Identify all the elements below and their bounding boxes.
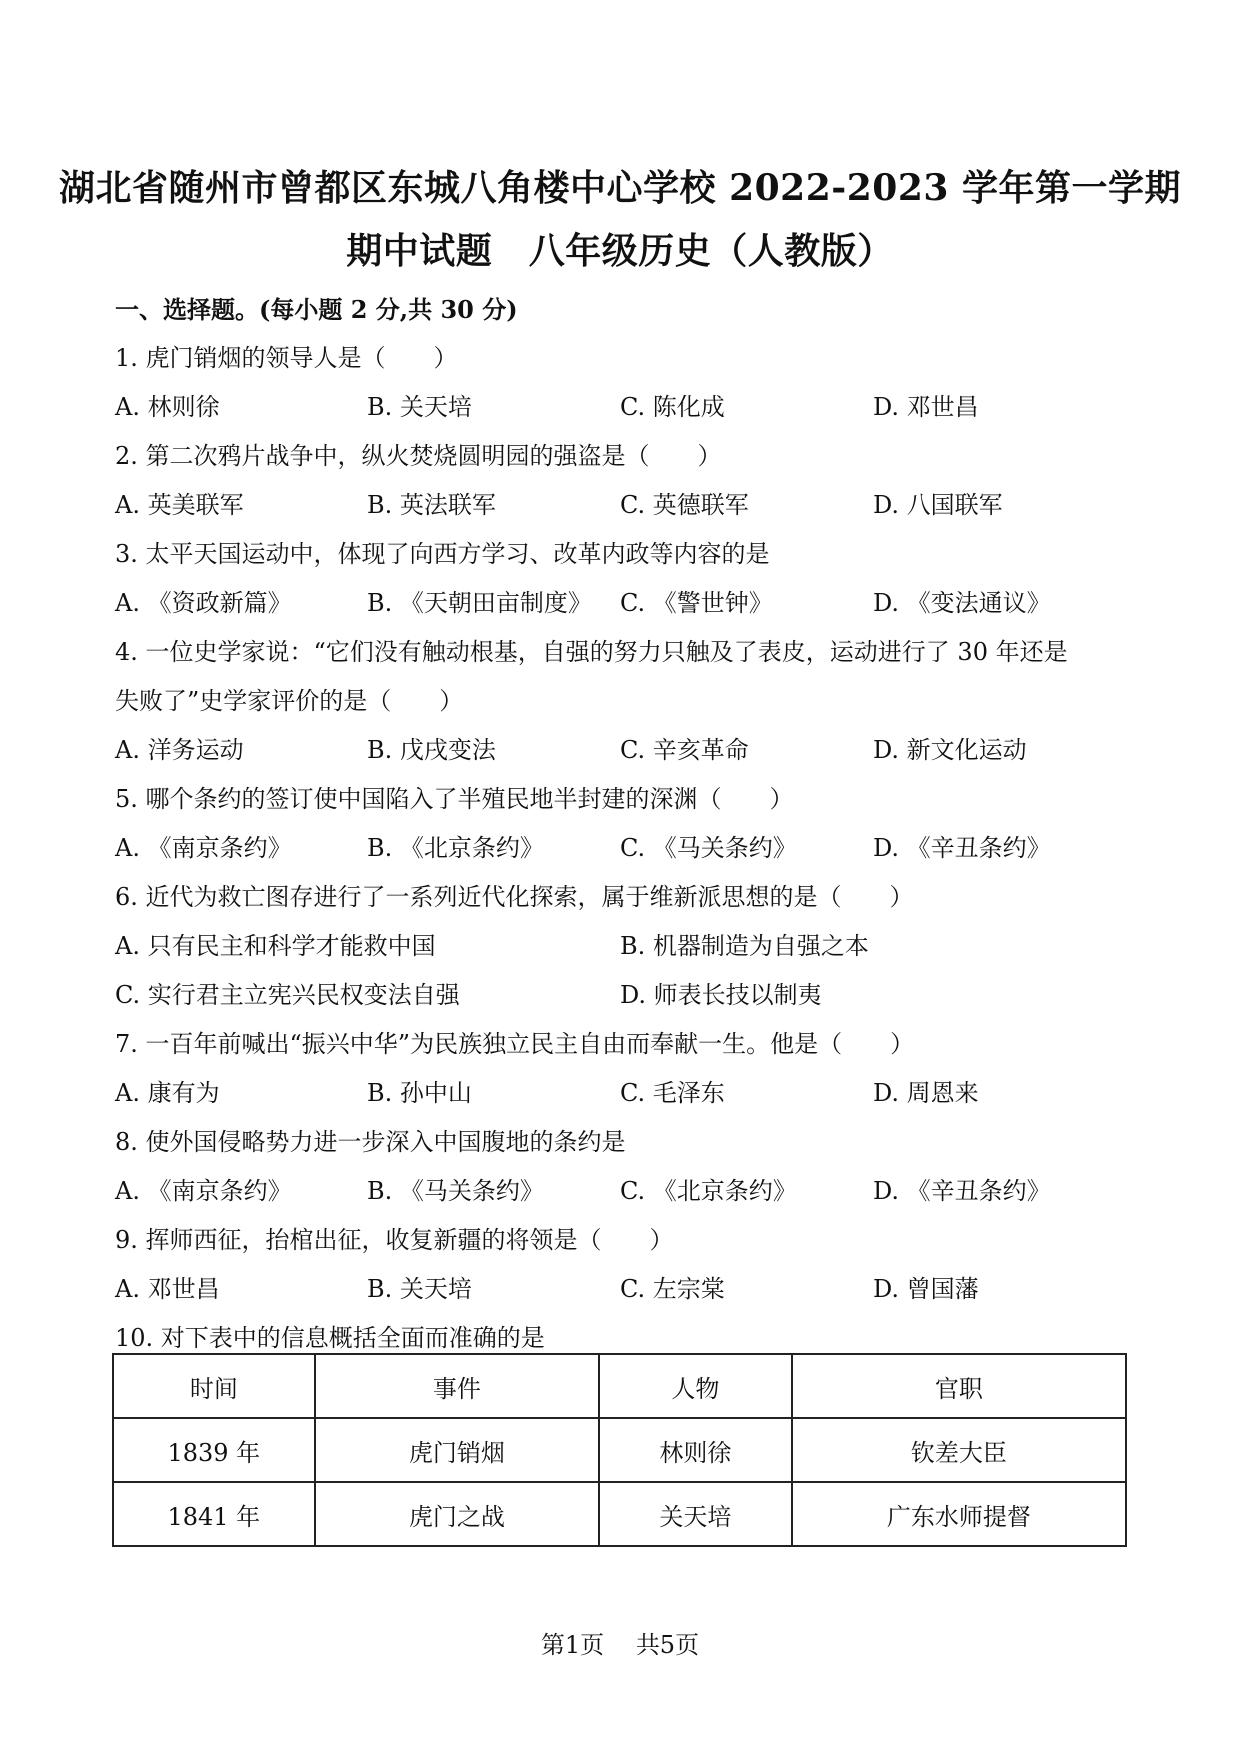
table-cell: 钦差大臣 <box>792 1418 1126 1482</box>
question-7-option-b: B. 孙中山 <box>367 1079 472 1107</box>
table-cell: 林则徐 <box>599 1418 792 1482</box>
question-8-option-a: A. 《南京条约》 <box>115 1177 292 1205</box>
question-8-option-c: C. 《北京条约》 <box>620 1177 797 1205</box>
question-10-stem: 10. 对下表中的信息概括全面而准确的是 <box>115 1324 545 1352</box>
question-2-stem: 2. 第二次鸦片战争中，纵火焚烧圆明园的强盗是（ ） <box>115 442 722 470</box>
question-3-option-d: D. 《变法通议》 <box>873 589 1051 617</box>
table-cell: 关天培 <box>599 1482 792 1546</box>
table-header-row <box>113 1354 1126 1418</box>
question-2-option-d: D. 八国联军 <box>873 491 1003 519</box>
question-1-option-b: B. 关天培 <box>367 393 472 421</box>
question-7-option-c: C. 毛泽东 <box>620 1079 725 1107</box>
table-cell: 广东水师提督 <box>792 1482 1126 1546</box>
question-4-option-b: B. 戊戌变法 <box>367 736 496 764</box>
table-header-cell: 官职 <box>792 1354 1126 1418</box>
question-8-option-b: B. 《马关条约》 <box>367 1177 544 1205</box>
question-6-stem: 6. 近代为救亡图存进行了一系列近代化探索，属于维新派思想的是（ ） <box>115 883 914 911</box>
question-9-option-d: D. 曾国藩 <box>873 1275 979 1303</box>
section-heading: 一、选择题。(每小题 2 分,共 30 分) <box>115 295 518 324</box>
question-5-option-b: B. 《北京条约》 <box>367 834 544 862</box>
table-header-cell: 人物 <box>599 1354 792 1418</box>
question-1-option-d: D. 邓世昌 <box>873 393 979 421</box>
table-cell: 1839 年 <box>113 1418 315 1482</box>
exam-title-line2: 期中试题 八年级历史（人教版） <box>346 230 894 272</box>
info-table <box>112 1353 1127 1547</box>
question-8-option-d: D. 《辛丑条约》 <box>873 1177 1051 1205</box>
table-cell: 虎门销烟 <box>315 1418 599 1482</box>
question-3-option-b: B. 《天朝田亩制度》 <box>367 589 592 617</box>
question-3-option-a: A. 《资政新篇》 <box>115 589 292 617</box>
question-6-option-d: D. 师表长技以制夷 <box>620 981 822 1009</box>
question-4-option-c: C. 辛亥革命 <box>620 736 749 764</box>
question-4-stem: 4. 一位史学家说：“它们没有触动根基，自强的努力只触及了表皮，运动进行了 30 年还是 <box>115 638 1068 666</box>
question-2-option-b: B. 英法联军 <box>367 491 496 519</box>
question-9-option-a: A. 邓世昌 <box>115 1275 220 1303</box>
page-total: 共5页 <box>635 1631 700 1659</box>
table-row <box>113 1482 1126 1546</box>
question-6-option-a: A. 只有民主和科学才能救中国 <box>115 932 436 960</box>
question-6-option-c: C. 实行君主立宪兴民权变法自强 <box>115 981 460 1009</box>
page-footer <box>0 1625 1240 1660</box>
exam-title-line1: 湖北省随州市曾都区东城八角楼中心学校 2022-2023 学年第一学期 <box>59 167 1181 209</box>
question-8-stem: 8. 使外国侵略势力进一步深入中国腹地的条约是 <box>115 1128 626 1156</box>
table-row <box>113 1418 1126 1482</box>
table-header-cell: 时间 <box>113 1354 315 1418</box>
question-7-stem: 7. 一百年前喊出“振兴中华”为民族独立民主自由而奉献一生。他是（ ） <box>115 1030 915 1058</box>
table-header-cell: 事件 <box>315 1354 599 1418</box>
question-9-option-c: C. 左宗棠 <box>620 1275 725 1303</box>
question-5-option-d: D. 《辛丑条约》 <box>873 834 1051 862</box>
question-4-option-d: D. 新文化运动 <box>873 736 1027 764</box>
question-4-option-a: A. 洋务运动 <box>115 736 244 764</box>
question-1-stem: 1. 虎门销烟的领导人是（ ） <box>115 344 458 372</box>
question-5-option-a: A. 《南京条约》 <box>115 834 292 862</box>
question-9-stem: 9. 挥师西征，抬棺出征，收复新疆的将领是（ ） <box>115 1226 674 1254</box>
table-cell: 虎门之战 <box>315 1482 599 1546</box>
question-3-option-c: C. 《警世钟》 <box>620 589 773 617</box>
question-3-stem: 3. 太平天国运动中，体现了向西方学习、改革内政等内容的是 <box>115 540 770 568</box>
question-5-option-c: C. 《马关条约》 <box>620 834 797 862</box>
table-cell: 1841 年 <box>113 1482 315 1546</box>
question-4-stem-continued: 失败了”史学家评价的是（ ） <box>115 687 464 715</box>
question-1-option-a: A. 林则徐 <box>115 393 220 421</box>
question-2-option-a: A. 英美联军 <box>115 491 244 519</box>
page-number: 第1页 <box>540 1631 605 1659</box>
question-6-option-b: B. 机器制造为自强之本 <box>620 932 869 960</box>
question-2-option-c: C. 英德联军 <box>620 491 749 519</box>
question-7-option-a: A. 康有为 <box>115 1079 220 1107</box>
question-9-option-b: B. 关天培 <box>367 1275 472 1303</box>
question-5-stem: 5. 哪个条约的签订使中国陷入了半殖民地半封建的深渊（ ） <box>115 785 794 813</box>
question-7-option-d: D. 周恩来 <box>873 1079 979 1107</box>
question-1-option-c: C. 陈化成 <box>620 393 725 421</box>
